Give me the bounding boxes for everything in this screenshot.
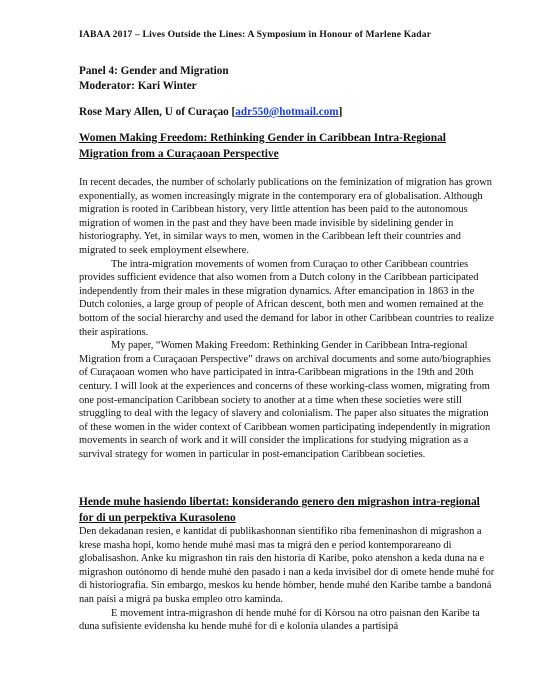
author-line — [79, 106, 342, 118]
english-paragraph: The intra-migration movements of women from Curaçao to other Caribbean countries provides sufficient evidence that also women from a Dutch colony in the Caribbean participated independently from their males in these migration dynamics. After emancipation in 1863 in the Dutch colonies, a large group of people of African descent, both men and women remained at the bottom of the social hierarchy and used the demand for labor in other Caribbean countries to realize their aspirations. — [79, 258, 494, 338]
author-name: Rose Mary Allen, U of Curaçao [ — [79, 106, 236, 118]
english-paper-title: Women Making Freedom: Rethinking Gender in Caribbean Intra-Regional Migration from a Curaçaoan Perspective — [79, 132, 446, 160]
papiamentu-paragraph: E movement intra-migrashon di hende muhé for di Kòrsou na otro paisnan den Karibe ta duna sufisiente evidensha ku hende muhé for di e kolonia ulandes a partisipá — [79, 607, 480, 633]
english-paragraph: My paper, “Women Making Freedom: Rethinking Gender in Caribbean Intra-regional Migration from a Curaçaoan Perspective” draws on archival documents and some auto/biographies of Curaçaoan women who have participated in intra-Caribbean migrations in the 19th and 20th century. I will look at the experiences and concerns of these working-class women, migrating from one post-emancipation Caribbean society to another at a time when these societies were still struggling to deal with the legacy of slavery and colonialism. The paper also situates the migration of these women in the wider context of Caribbean women participating independently in migration movements in search of work and it will consider the implications for studying migration as a survival strategy for women in particular in post-emancipation Caribbean societies. — [79, 340, 491, 460]
moderator-line: Moderator: Kari Winter — [79, 79, 197, 92]
papiamentu-paragraph: Den dekadanan resien, e kantidat di publikashonnan sientífiko riba femeninashon di migrashon a krese masha hopi, komo hende muhé masi mas ta migrá den e period kontemporareano di globalisashon. Anke ku migrashon tin rais den historia di Karibe, poko atenshon a keda duna na e migrashon outónomo di hende muhé den pasado i nan a keda invisibel dor di omete hende muhé for di historiografia. Sin embargo, meskos ku hende hòmber, hende muhé den Karibe tambe a bandoná nan paísi a migrá pa buska empleo otro kaminda. — [79, 526, 495, 605]
author-email-link[interactable]: adr550@hotmail.com — [235, 106, 339, 118]
author-bracket-close: ] — [338, 106, 343, 118]
english-paragraph: In recent decades, the number of scholarly publications on the feminization of migration has grown exponentially, as women increasingly migrate in the contemporary era of globalisation. Although migration is rooted in Caribbean history, very little attention has been paid to the autonomous migration of women in the past and they have been made invisible by sidelining gender in historiography. Yet, in similar ways to men, women in the Caribbean left their countries and migrated to seek employment elsewhere. — [79, 177, 492, 256]
running-header: IABAA 2017 – Lives Outside the Lines: A Symposium in Honour of Marlene Kadar — [79, 29, 432, 40]
papiamentu-abstract — [79, 525, 499, 634]
english-abstract — [79, 176, 499, 461]
papiamentu-paper-title: Hende muhe hasiendo libertat: konsiderando genero den migrashon intra-regional for di un perpektiva Kurasoleno — [79, 496, 480, 524]
panel-title: Panel 4: Gender and Migration — [79, 65, 229, 77]
panel-info — [79, 64, 229, 93]
